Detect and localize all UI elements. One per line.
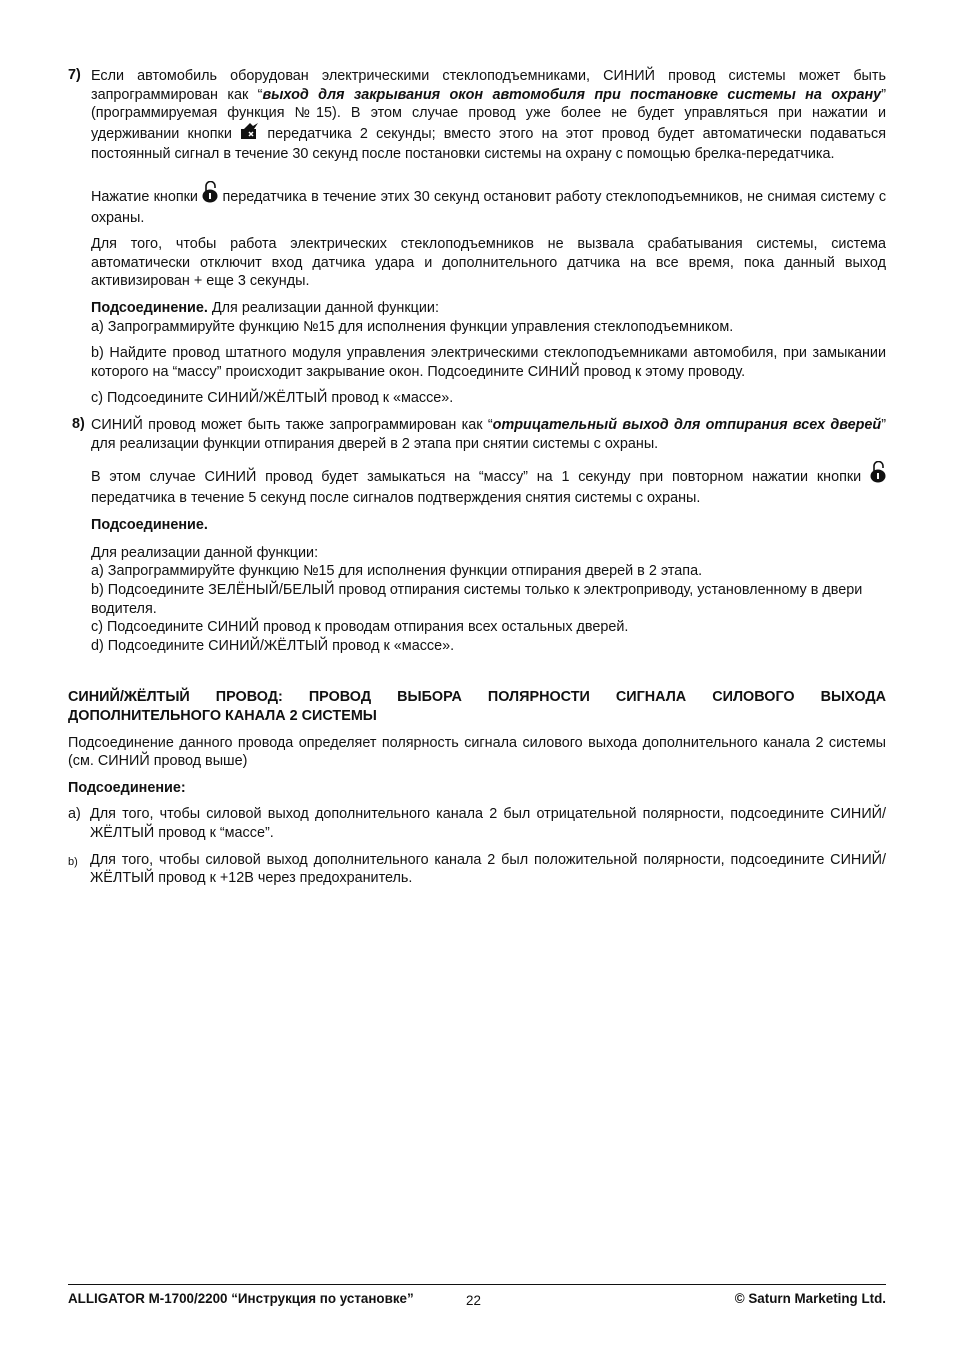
document-body bbox=[68, 67, 886, 888]
section-item-a bbox=[68, 805, 886, 842]
text-run: В этом случае СИНИЙ провод будет замыкаться на “массу” на 1 секунду при повторном нажатии кнопки bbox=[91, 469, 862, 486]
text-run: передатчика 2 секунды; вместо этого на этот провод будет автоматически подаваться постоянный сигнал в течение 30 секунд после постановки системы на охрану с помощью брелка-передатчика. bbox=[91, 125, 887, 163]
item-7-step-a: a) Запрограммируйте функцию №15 для исполнения функции управления стеклоподъемником. bbox=[91, 318, 734, 335]
footer-copyright: © Saturn Marketing Ltd. bbox=[734, 1291, 886, 1306]
text-run: Для реализации данной функции: bbox=[211, 299, 439, 316]
list-text: Для того, чтобы силовой выход дополнительного канала 2 был положительной полярности, подсоедините СИНИЙ/ЖЁЛТЫЙ провод к +12В через предохранитель. bbox=[90, 851, 886, 887]
item-7-connection bbox=[91, 299, 886, 318]
emphasis-text: отрицательный выход для отпирания всех дверей bbox=[492, 416, 882, 433]
connection-label: Подсоединение. bbox=[91, 517, 208, 534]
item-8-step-c: c) Подсоедините СИНИЙ провод к проводам отпирания всех остальных дверей. bbox=[91, 619, 629, 636]
section-item-b bbox=[68, 851, 886, 888]
section-heading: СИНИЙ/ЖЁЛТЫЙ ПРОВОД: ПРОВОД ВЫБОРА ПОЛЯРНОСТИ СИГНАЛА СИЛОВОГО ВЫХОДА ДОПОЛНИТЕЛЬНОГО КАНАЛА 2 СИСТЕМЫ bbox=[68, 689, 886, 725]
section-blue-yellow-wire bbox=[68, 688, 886, 887]
item-8-connection-text: Для реализации данной функции: bbox=[91, 544, 319, 561]
page-number: 22 bbox=[466, 1293, 481, 1308]
item-8-connection-heading bbox=[91, 516, 886, 535]
text-run: ” (программируемая функция №15). В этом случае провод уже более не будет управляться при нажатии и удерживании кнопки bbox=[91, 86, 886, 142]
item-8-number: 8) bbox=[72, 415, 85, 432]
list-text: Для того, чтобы силовой выход дополнительного канала 2 был отрицательной полярности, подсоедините СИНИЙ/ЖЁЛТЫЙ провод к “массе”. bbox=[90, 806, 886, 841]
item-8-step-b: b) Подсоедините ЗЕЛЁНЫЙ/БЕЛЫЙ провод отпирания системы только к электроприводу, установленному в двери водителя. bbox=[91, 582, 863, 617]
item-7 bbox=[68, 67, 886, 408]
unlock-padlock-icon bbox=[202, 181, 218, 209]
connection-label: Подсоединение. bbox=[91, 299, 208, 316]
item-8-paragraph-2 bbox=[91, 461, 886, 507]
text-run: СИНИЙ провод может быть также запрограммирован как “ bbox=[91, 416, 493, 433]
item-7-number: 7) bbox=[68, 67, 81, 83]
emphasis-text: выход для закрывания окон автомобиля при постановке системы на охрану bbox=[262, 86, 882, 103]
list-label: b) bbox=[68, 855, 78, 868]
page-footer bbox=[68, 1284, 886, 1308]
item-7-paragraph-2 bbox=[91, 181, 886, 227]
item-8-step-d: d) Подсоедините СИНИЙ/ЖЁЛТЫЙ провод к «массе». bbox=[91, 637, 455, 654]
list-label: a) bbox=[68, 806, 81, 823]
section-connection-label bbox=[68, 779, 886, 798]
item-7-step-c: c) Подсоедините СИНИЙ/ЖЁЛТЫЙ провод к «массе». bbox=[91, 390, 454, 407]
text-run: Если автомобиль оборудован электрическими стеклоподъемниками, СИНИЙ провод системы может быть запрограммирован как “ bbox=[91, 68, 886, 103]
connection-label: Подсоединение: bbox=[68, 779, 186, 796]
unlock-padlock-icon bbox=[870, 461, 886, 489]
text-run: Нажатие кнопки bbox=[91, 188, 198, 205]
text-run: передатчика в течение этих 30 секунд остановит работу стеклоподъемников, не снимая систему с охраны. bbox=[91, 188, 887, 226]
item-7-paragraph-3: Для того, чтобы работа электрических стеклоподъемников не вызвала срабатывания системы, система автоматически отключит вход датчика удара и дополнительного датчика на все время, пока данный выход активизирован + еще 3 секунды. bbox=[91, 236, 886, 290]
item-7-paragraph-1 bbox=[91, 67, 886, 164]
item-8-paragraph-1 bbox=[91, 416, 886, 453]
window-close-button-icon bbox=[240, 123, 259, 146]
section-intro: Подсоединение данного провода определяет полярность сигнала силового выхода дополнительного канала 2 системы (см. СИНИЙ провод выше) bbox=[68, 734, 886, 770]
text-run: передатчика в течение 5 секунд после сигналов подтверждения снятия системы с охраны. bbox=[91, 489, 701, 506]
text-run: ” для реализации функции отпирания дверей в 2 этапа при снятии системы с охраны. bbox=[91, 416, 886, 452]
footer-title: ALLIGATOR M-1700/2200 “Инструкция по установке” bbox=[68, 1291, 414, 1306]
item-8 bbox=[68, 416, 886, 656]
item-8-step-a: a) Запрограммируйте функцию №15 для исполнения функции отпирания дверей в 2 этапа. bbox=[91, 563, 703, 580]
item-7-step-b: b) Найдите провод штатного модуля управления электрическими стеклоподъемниками автомобиля, при замыкании которого на “массу” происходит закрывание окон. Подсоедините СИНИЙ провод к этому проводу. bbox=[91, 345, 886, 380]
